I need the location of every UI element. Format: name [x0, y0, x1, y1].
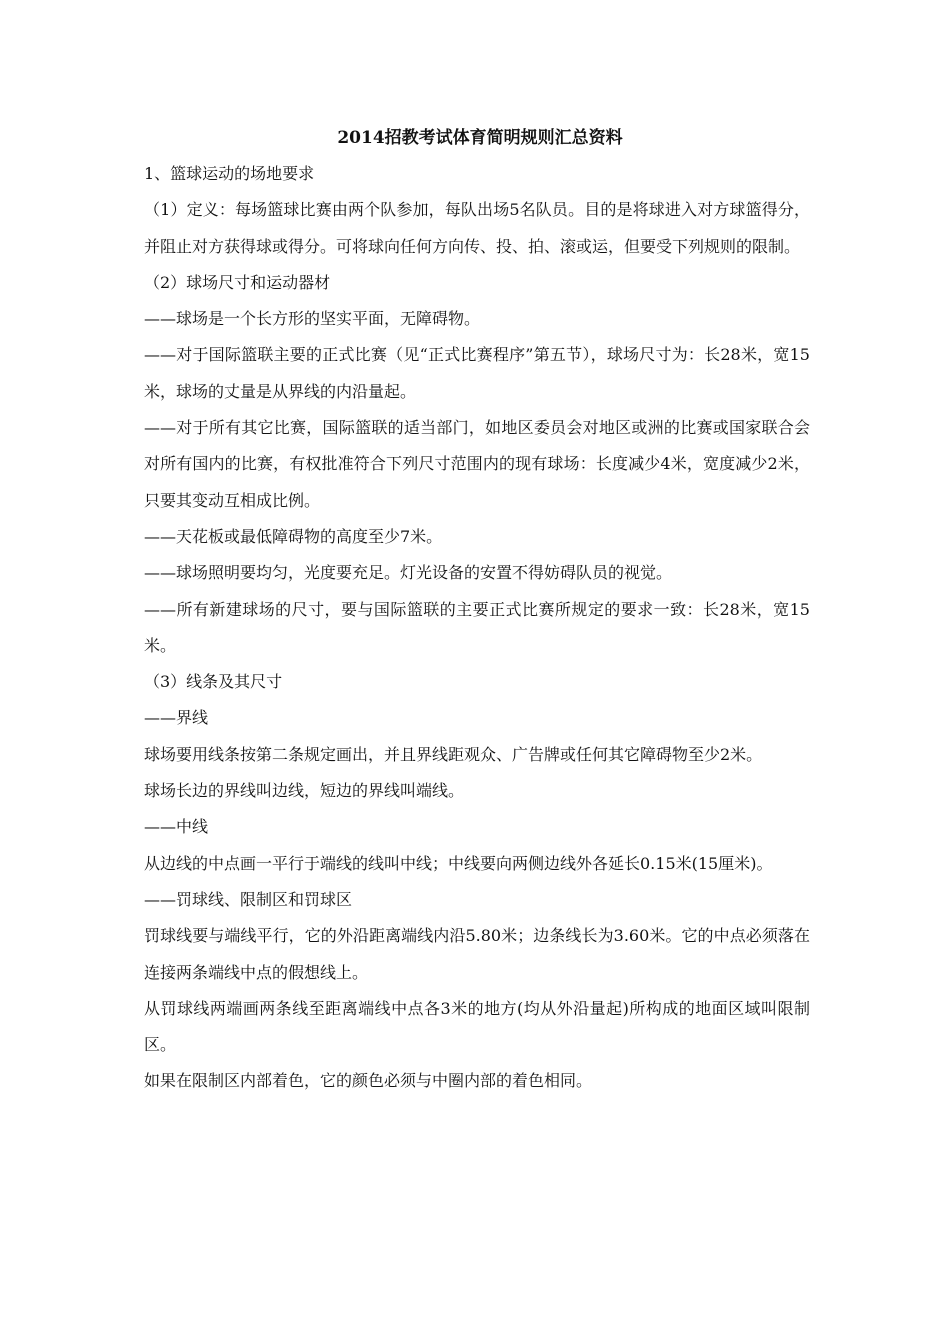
subheading-court-size: （2）球场尺寸和运动器材 — [144, 272, 331, 292]
paragraph-other-competitions: ——对于所有其它比赛，国际篮联的适当部门，如地区委员会对地区或洲的比赛或国家联合会对所有国内的比赛，有权批准符合下列尺寸范围内的现有球场：长度减少4米，宽度减少2米，只要其变动互相成比例。 — [144, 418, 810, 510]
paragraph-restricted-area-colour: 如果在限制区内部着色，它的颜色必须与中圈内部的着色相同。 — [144, 1071, 593, 1091]
paragraph-side-end-lines: 球场长边的界线叫边线，短边的界线叫端线。 — [144, 781, 465, 801]
document-title: 2014招教考试体育简明规则汇总资料 — [337, 128, 623, 148]
subheading-boundary-lines: ——界线 — [144, 708, 209, 728]
subheading-free-throw: ——罚球线、限制区和罚球区 — [144, 889, 353, 909]
paragraph-ceiling-height: ——天花板或最低障碍物的高度至少7米。 — [144, 526, 443, 546]
subheading-centre-line: ——中线 — [144, 817, 209, 837]
paragraph-free-throw-line: 罚球线要与端线平行，它的外沿距离端线内沿5.80米；边条线长为3.60米。它的中点必须落在连接两条端线中点的假想线上。 — [144, 926, 810, 982]
document-body — [144, 156, 810, 1100]
paragraph-restricted-area: 从罚球线两端画两条线至距离端线中点各3米的地方(均从外沿量起)所构成的地面区域叫限制区。 — [144, 998, 810, 1055]
paragraph-boundary-lines: 球场要用线条按第二条规定画出，并且界线距观众、广告牌或任何其它障碍物至少2米。 — [144, 744, 763, 764]
paragraph-court-surface: ——球场是一个长方形的坚实平面，无障碍物。 — [144, 309, 481, 329]
paragraph-definition: （1）定义：每场篮球比赛由两个队参加，每队出场5名队员。目的是将球进入对方球篮得分，并阻止对方获得球或得分。可将球向任何方向传、投、拍、滚或运，但要受下列规则的限制。 — [144, 200, 810, 256]
paragraph-new-courts: ——所有新建球场的尺寸，要与国际篮联的主要正式比赛所规定的要求一致：长28米，宽15米。 — [144, 599, 810, 655]
subheading-lines: （3）线条及其尺寸 — [144, 672, 283, 692]
paragraph-centre-line: 从边线的中点画一平行于端线的线叫中线；中线要向两侧边线外各延长0.15米(15厘米)。 — [144, 853, 773, 873]
section-heading-1: 1、篮球运动的场地要求 — [144, 164, 315, 183]
paragraph-official-size: ——对于国际篮联主要的正式比赛（见“正式比赛程序”第五节），球场尺寸为：长28米，宽15米，球场的丈量是从界线的内沿量起。 — [144, 345, 810, 401]
paragraph-lighting: ——球场照明要均匀，光度要充足。灯光设备的安置不得妨碍队员的视觉。 — [144, 563, 673, 583]
